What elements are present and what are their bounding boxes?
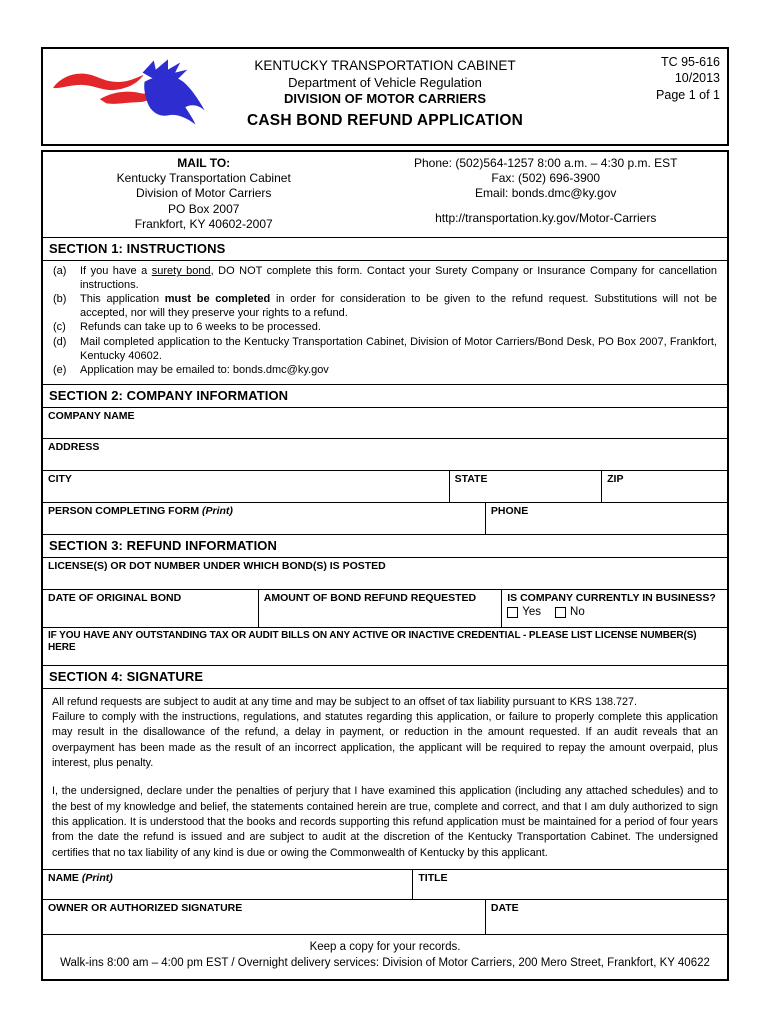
city-input[interactable] [48, 485, 444, 500]
print-note: (Print) [81, 872, 113, 885]
business-status-field [501, 590, 727, 627]
person-completing-input[interactable] [48, 517, 480, 532]
form-revision: 10/2013 [674, 71, 720, 86]
signature-label: OWNER OR AUTHORIZED SIGNATURE [48, 902, 243, 915]
license-label: LICENSE(S) OR DOT NUMBER UNDER WHICH BOND(S) IS POSTED [48, 559, 386, 572]
bond-date-input[interactable] [48, 604, 253, 625]
instruction-label: (b) [53, 293, 67, 306]
bond-details-row [43, 589, 727, 627]
mail-to-block [43, 156, 364, 232]
city-label: CITY [48, 472, 72, 485]
fax-line: Fax: (502) 696-3900 [491, 171, 601, 186]
instruction-label: (d) [53, 335, 67, 348]
state-field [449, 471, 602, 502]
section3-header: SECTION 3: REFUND INFORMATION [43, 534, 727, 557]
mail-to-heading: MAIL TO: [177, 156, 231, 170]
zip-field [601, 471, 727, 502]
signature-field [43, 900, 485, 934]
refund-amount-field [258, 590, 502, 627]
mail-to-line: Division of Motor Carriers [136, 186, 272, 201]
email-line: Email: bonds.dmc@ky.gov [475, 186, 617, 201]
footer-records-line: Keep a copy for your records. [309, 941, 461, 954]
license-field [43, 558, 727, 589]
company-name-row [43, 407, 727, 438]
audit-notice-paragraph: Failure to comply with the instructions, regulations, and statutes regarding this application, or failure to properly complete this application may result in the disallowance of the refund, a delay in payment, or reduction in the amount requested. If an audit reveals that an overpayment has been made as the result of an incorrect application, the applicant will be required to repay the amount overpaid, plus interest, plus penalty. [52, 711, 718, 770]
signature-date-row [43, 899, 727, 934]
no-checkbox[interactable] [555, 607, 566, 618]
license-row [43, 557, 727, 589]
address-input[interactable] [48, 453, 722, 468]
mail-to-line: PO Box 2007 [168, 201, 240, 216]
logo-blue-head [144, 76, 204, 124]
name-field [43, 870, 412, 899]
state-input[interactable] [455, 485, 597, 500]
instruction-label: (a) [53, 265, 67, 278]
logo-red-swoosh-upper [53, 74, 144, 90]
phone-field [485, 503, 727, 534]
tax-bills-input[interactable] [48, 654, 722, 664]
page-number: Page 1 of 1 [656, 87, 720, 102]
instruction-item-a [53, 264, 717, 292]
address-row [43, 438, 727, 470]
yes-checkbox[interactable] [507, 607, 518, 618]
instruction-text: This application must be completed in order for consideration to be given to the refund request. Substitutions will not be accepted, nor will they preserve your rights to a refund. [80, 293, 717, 320]
license-input[interactable] [48, 572, 722, 587]
name-label: NAME (Print) [48, 872, 113, 885]
form-meta-block [656, 54, 720, 103]
contact-details-block [364, 156, 727, 232]
instruction-item-e [53, 363, 717, 377]
form-header [41, 47, 729, 146]
address-field [43, 439, 727, 470]
zip-label: ZIP [607, 472, 624, 485]
person-phone-row [43, 502, 727, 534]
tax-bills-label: IF YOU HAVE ANY OUTSTANDING TAX OR AUDIT BILLS ON ANY ACTIVE OR INACTIVE CREDENTIAL - PLEASE LIST LICENSE NUMBER(S) HERE [48, 629, 697, 653]
signature-input[interactable] [48, 915, 480, 933]
instructions-list [43, 260, 727, 384]
company-name-label: COMPANY NAME [48, 409, 135, 422]
phone-label: PHONE [490, 504, 529, 517]
instruction-text: Refunds can take up to 6 weeks to be processed. [80, 321, 321, 334]
department-name: Department of Vehicle Regulation [288, 74, 482, 90]
phone-input[interactable] [491, 517, 722, 532]
city-field [43, 471, 449, 502]
title-input[interactable] [418, 885, 722, 898]
state-label: STATE [454, 472, 488, 485]
person-completing-field [43, 503, 485, 534]
yes-label: Yes [522, 606, 542, 619]
form-title: CASH BOND REFUND APPLICATION [247, 112, 523, 130]
refund-amount-label: AMOUNT OF BOND REFUND REQUESTED [263, 591, 477, 604]
perjury-declaration-paragraph: I, the undersigned, declare under the penalties of perjury that I have examined this application (including any attached schedules) and to the best of my knowledge and belief, the statements contained herein are true, complete and correct, and that I am duly authorized to sign this application. It is understood that the books and records supporting this refund application must be maintained for a period of four years from the date the refund is issued and are subject to audit at the discretion of the Kentucky Transportation Cabinet. The undersigned certifies that no tax liability of any kind is due or owing the Commonwealth of Kentucky by this applicant. [52, 785, 718, 859]
website-line: http://transportation.ky.gov/Motor-Carriers [435, 210, 657, 225]
horse-logo-graphic [49, 57, 227, 129]
instruction-text: If you have a surety bond, DO NOT complete this form. Contact your Surety Company or Insurance Company for cancellation instructions. [80, 265, 717, 292]
name-title-row [43, 869, 727, 899]
company-name-field [43, 408, 727, 438]
business-status-options [507, 606, 722, 618]
tax-bills-field [43, 628, 727, 665]
instruction-text: Application may be emailed to: bonds.dmc@ky.gov [80, 363, 329, 376]
title-label: TITLE [418, 872, 448, 885]
section1-header: SECTION 1: INSTRUCTIONS [43, 237, 727, 260]
kytc-horse-logo [49, 57, 227, 129]
refund-amount-input[interactable] [264, 604, 497, 625]
tax-bills-row [43, 627, 727, 665]
bond-date-field [43, 590, 258, 627]
audit-notice-line: All refund requests are subject to audit at any time and may be subject to an offset of tax liability pursuant to KRS 138.727. [52, 695, 637, 708]
city-state-zip-row [43, 470, 727, 502]
bold-text: must be completed [164, 293, 271, 306]
company-name-input[interactable] [48, 422, 722, 436]
section4-header: SECTION 4: SIGNATURE [43, 665, 727, 688]
section2-header: SECTION 2: COMPANY INFORMATION [43, 384, 727, 407]
cash-bond-refund-form [41, 47, 729, 981]
address-label: ADDRESS [48, 440, 100, 453]
mail-to-line: Frankfort, KY 40602-2007 [134, 216, 273, 231]
signature-declaration [43, 688, 727, 869]
footer-walkins-line: Walk-ins 8:00 am – 4:00 pm EST / Overnight delivery services: Division of Motor Carriers, 200 Mero Street, Frankfort, KY 40622 [60, 957, 710, 970]
phone-line: Phone: (502)564-1257 8:00 a.m. – 4:30 p.m. EST [413, 156, 678, 170]
business-status-label: IS COMPANY CURRENTLY IN BUSINESS? [507, 591, 716, 604]
zip-input[interactable] [607, 485, 722, 500]
agency-name: KENTUCKY TRANSPORTATION CABINET [254, 58, 516, 73]
date-input[interactable] [491, 915, 722, 933]
bond-date-label: DATE OF ORIGINAL BOND [48, 591, 182, 604]
no-label: No [570, 606, 585, 619]
form-footer [43, 934, 727, 979]
date-label: DATE [490, 902, 519, 915]
mail-to-line: Kentucky Transportation Cabinet [116, 171, 291, 186]
division-name: DIVISION OF MOTOR CARRIERS [284, 91, 486, 107]
print-note: (Print) [202, 504, 233, 517]
form-table [41, 150, 729, 981]
instruction-label: (e) [53, 363, 67, 376]
date-field [485, 900, 727, 934]
name-input[interactable] [48, 885, 407, 898]
instruction-item-b [53, 292, 717, 320]
form-number: TC 95-616 [660, 55, 720, 69]
contact-row [43, 152, 727, 237]
instruction-text: Mail completed application to the Kentucky Transportation Cabinet, Division of Motor Carriers/Bond Desk, PO Box 2007, Frankfort, Kentucky 40602. [80, 335, 717, 362]
person-completing-label: PERSON COMPLETING FORM (Print) [48, 504, 233, 517]
instruction-item-d [53, 335, 717, 363]
title-field [412, 870, 727, 899]
instruction-label: (c) [53, 321, 66, 334]
instruction-item-c [53, 320, 717, 334]
underlined-text: surety bond [151, 265, 211, 278]
